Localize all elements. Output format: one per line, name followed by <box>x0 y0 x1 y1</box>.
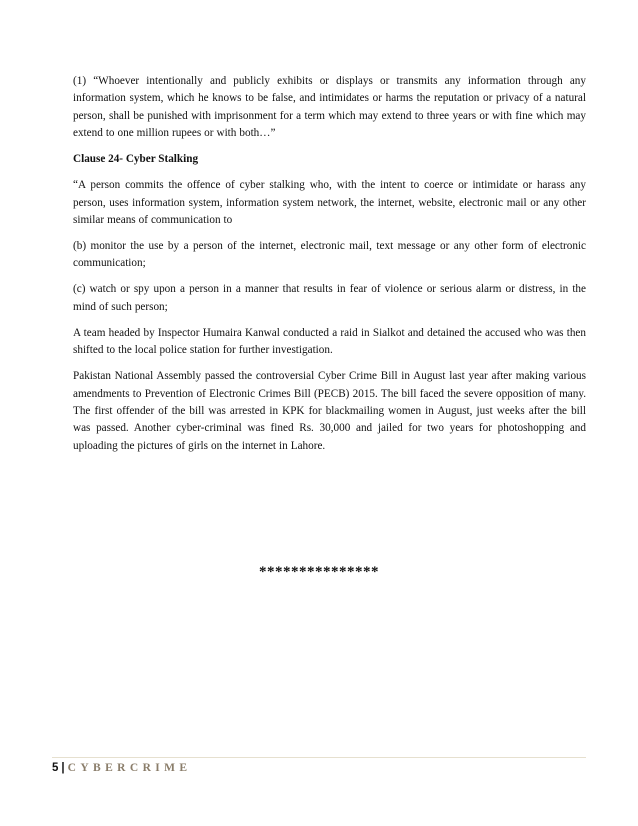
paragraph-raid: A team headed by Inspector Humaira Kanwal conducted a raid in Sialkot and detained the accused who was then shifted to the local police station for further investigation. <box>73 326 586 357</box>
footer-divider-line <box>52 757 586 758</box>
section-separator: *************** <box>259 564 379 580</box>
paragraph-cyber-stalking-definition: “A person commits the offence of cyber stalking who, with the intent to coerce or intimidate or harass any person, uses information system, information system network, the internet, website, electronic mail or any other similar means of communication to <box>73 179 586 227</box>
paragraph-clause-c: (c) watch or spy upon a person in a manner that results in fear of violence or serious alarm or distress, in the mind of such person; <box>73 283 586 313</box>
paragraph-quoted-section: (1) “Whoever intentionally and publicly exhibits or displays or transmits any information through any information system, which he knows to be false, and intimidates or harms the reputation or privacy of a natural person, shall be punished with imprisonment for a term which may extend to three years or with fine which may extend to one million rupees or with both…” <box>73 75 586 140</box>
paragraph-clause-b: (b) monitor the use by a person of the internet, electronic mail, text message or any other form of electronic communication; <box>73 240 586 270</box>
footer-divider: | <box>61 762 65 774</box>
running-title: CYBERCRIME <box>67 762 192 774</box>
page-number: 5 <box>52 762 59 774</box>
paragraph-cyber-crime-bill: Pakistan National Assembly passed the controversial Cyber Crime Bill in August last year after making various amendments to Prevention of Electronic Crimes Bill (PECB) 2015. The bill faced the severe opposition of many. The first offender of the bill was arrested in KPK for blackmailing women in August, just weeks after the bill was passed. Another cyber-criminal was fined Rs. 30,000 and jailed for two years for photoshopping and uploading the pictures of girls on the internet in Lahore. <box>73 370 586 452</box>
page-footer <box>52 760 192 776</box>
section-heading: Clause 24- Cyber Stalking <box>73 153 199 166</box>
body-text <box>73 73 586 464</box>
